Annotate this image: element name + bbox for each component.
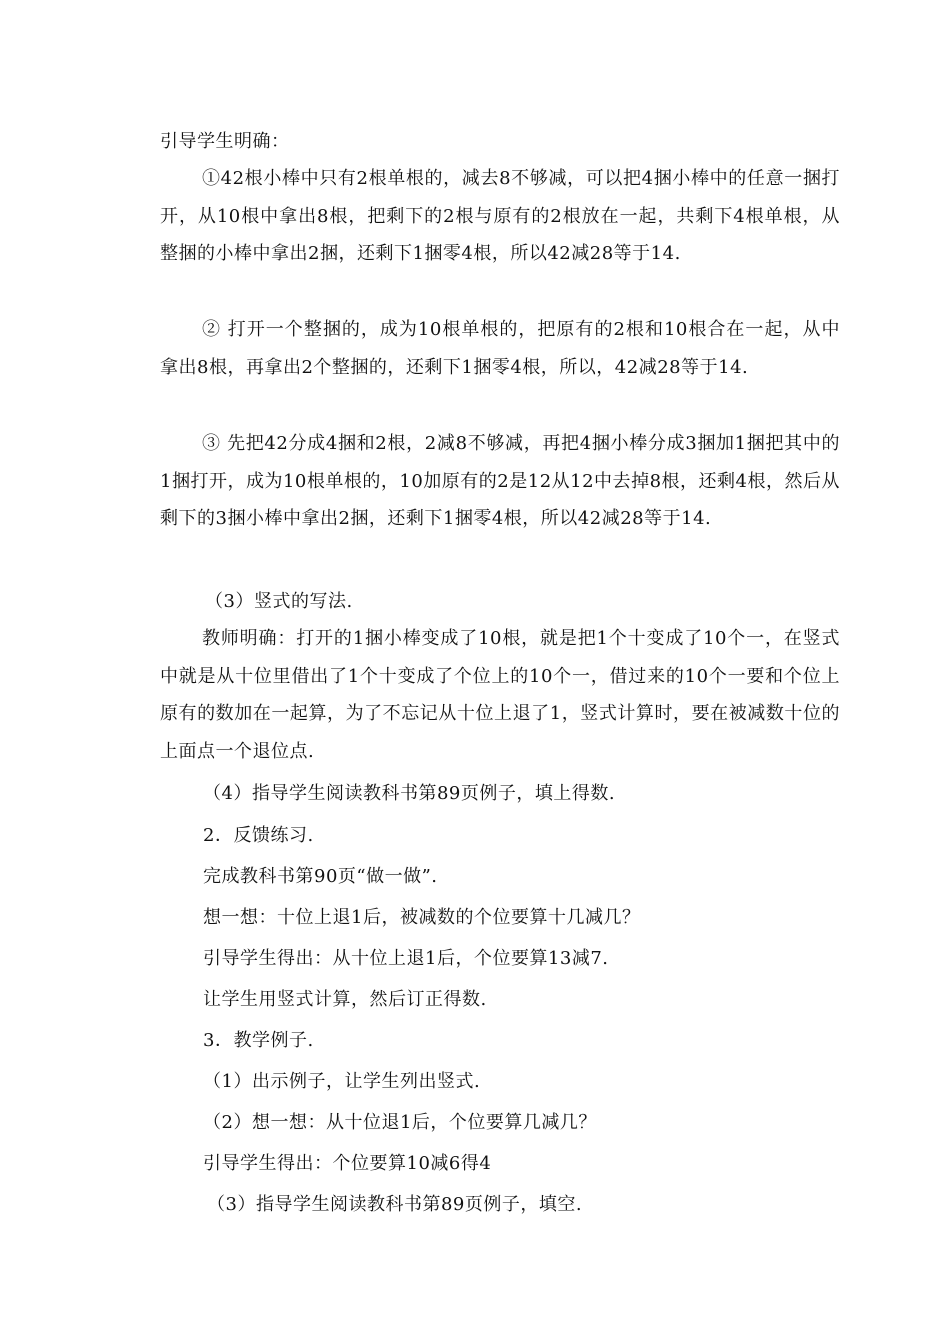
practice-line: 完成教科书第90页“做一做”. [203,866,438,887]
step-3-heading: 3．教学例子. [203,1030,314,1051]
think-line-1: 想一想：十位上退1后，被减数的个位要算十几减几？ [203,907,641,928]
paragraph-2: ② 打开一个整捆的，成为10根单根的，把原有的2根和10根合在一起，从中拿出8根，再拿出2个整捆的，还剩下1捆零4根，所以，42减28等于14. [160,319,840,378]
guide-line-2: 引导学生得出：个位要算10减6得4 [203,1153,492,1174]
example-2-line: （2）想一想：从十位退1后，个位要算几减几？ [203,1112,597,1133]
paragraph-3: ③ 先把42分成4捆和2根，2减8不够减，再把4捆小棒分成3捆加1捆把其中的1捆打开，成为10根单根的，10加原有的2是12从12中去掉8根，还剩4根，然后从剩下的3捆小棒中拿出2捆，还剩下1捆零4根，所以42减28等于14. [160,433,840,529]
paragraph-1: ①42根小棒中只有2根单根的，减去8不够减，可以把4捆小棒中的任意一捆打开，从10根中拿出8根，把剩下的2根与原有的2根放在一起，共剩下4根单根，从整捆的小棒中拿出2捆，还剩下1捆零4根，所以42减28等于14. [160,168,840,264]
guide-line-1: 引导学生得出：从十位上退1后，个位要算13减7. [203,948,609,969]
paragraph-4: 教师明确：打开的1捆小棒变成了10根，就是把1个十变成了10个一，在竖式中就是从十位里借出了1个十变成了个位上的10个一，借过来的10个一要和个位上原有的数加在一起算，为了不忘记从十位上退了1，竖式计算时，要在被减数十位的上面点一个退位点. [160,628,840,762]
example-1-line: （1）出示例子，让学生列出竖式. [203,1071,481,1092]
example-3-line: （3）指导学生阅读教科书第89页例子，填空. [207,1194,583,1215]
intro-line: 引导学生明确： [160,131,290,152]
section-3-heading: （3）竖式的写法. [205,591,353,612]
item-4-line: （4）指导学生阅读教科书第89页例子，填上得数. [203,783,616,804]
step-2-heading: 2．反馈练习. [203,825,314,846]
calc-line: 让学生用竖式计算，然后订正得数. [203,989,487,1010]
